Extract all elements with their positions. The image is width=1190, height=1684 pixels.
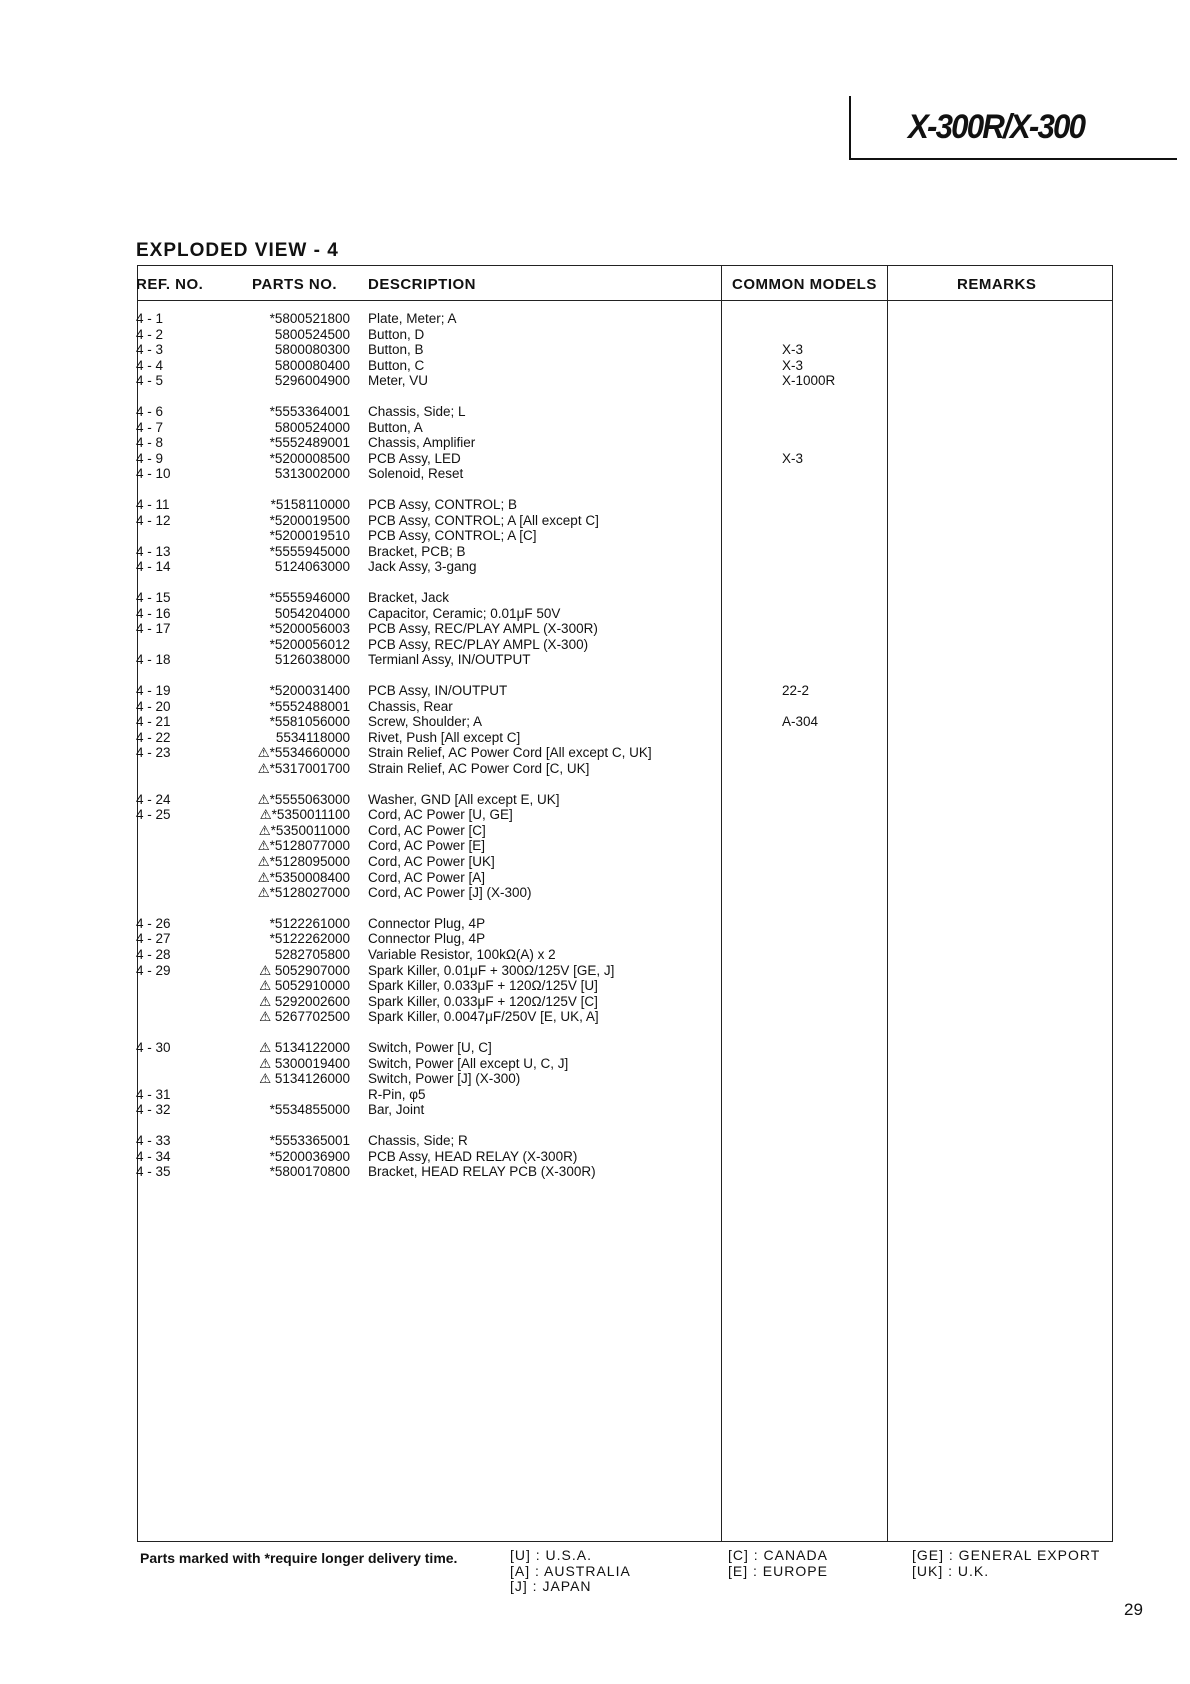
table-row <box>0 652 1190 668</box>
table-row <box>0 963 1190 979</box>
table-row <box>0 342 1190 358</box>
table-row <box>0 606 1190 622</box>
description-cell: Spark Killer, 0.01μF + 300Ω/125V [GE, J] <box>368 962 615 978</box>
table-row <box>0 513 1190 529</box>
parts-no-cell: ⚠ 5134122000 <box>259 1040 350 1055</box>
delivery-note: Parts marked with *require longer delivery time. <box>140 1550 458 1566</box>
description-cell: Spark Killer, 0.033μF + 120Ω/125V [U] <box>368 978 598 994</box>
description-cell: Bracket, HEAD RELAY PCB (X-300R) <box>368 1164 596 1180</box>
ref-no-cell: 4 - 11 <box>136 497 170 512</box>
description-cell: Chassis, Rear <box>368 698 453 714</box>
parts-no-cell: ⚠*5128027000 <box>257 885 350 901</box>
description-cell: Bracket, PCB; B <box>368 543 466 559</box>
parts-no-cell: 5800524500 <box>274 326 350 342</box>
description-cell: Button, D <box>368 326 425 342</box>
description-cell: Connector Plug, 4P <box>368 931 486 947</box>
ref-no-cell: 4 - 25 <box>136 807 171 823</box>
description-cell: Chassis, Amplifier <box>368 435 476 451</box>
table-row <box>0 1087 1190 1103</box>
parts-no-cell: ⚠*5350011100 <box>259 807 350 823</box>
legend-column-3 <box>912 1548 1100 1579</box>
table-row <box>0 404 1190 420</box>
description-cell: Termianl Assy, IN/OUTPUT <box>368 652 531 668</box>
ref-no-cell: 4 - 10 <box>136 466 171 482</box>
description-cell: Bracket, Jack <box>368 590 450 605</box>
description-cell: Cord, AC Power [A] <box>368 869 486 885</box>
ref-no-cell: 4 - 30 <box>136 1040 171 1055</box>
page-number: 29 <box>1124 1600 1143 1619</box>
description-cell: Cord, AC Power [E] <box>368 838 486 854</box>
table-row <box>0 637 1190 653</box>
parts-no-cell: *5581056000 <box>269 714 350 730</box>
table-row <box>0 792 1190 808</box>
description-cell: Switch, Power [J] (X-300) <box>368 1071 521 1087</box>
ref-no-cell: 4 - 24 <box>136 791 171 807</box>
table-row <box>0 311 1190 327</box>
table-row <box>0 1040 1190 1056</box>
header-parts-no: PARTS NO. <box>252 276 338 293</box>
legend-column-1 <box>510 1548 631 1595</box>
description-cell: PCB Assy, HEAD RELAY (X-300R) <box>368 1148 578 1164</box>
ref-no-cell: 4 - 19 <box>136 683 171 698</box>
table-row <box>0 870 1190 886</box>
header-remarks: REMARKS <box>957 276 1037 293</box>
parts-no-cell: 5282705800 <box>274 947 350 962</box>
ref-no-cell: 4 - 22 <box>136 729 171 745</box>
ref-no-cell: 4 - 27 <box>136 931 171 947</box>
parts-no-cell: ⚠ 5052910000 <box>259 978 350 994</box>
table-row <box>0 528 1190 544</box>
table-row <box>0 1056 1190 1072</box>
parts-no-cell: *5534855000 <box>269 1102 350 1118</box>
legend-item: [A] : AUSTRALIA <box>510 1562 631 1579</box>
table-row <box>0 621 1190 637</box>
ref-no-cell: 4 - 20 <box>136 698 171 714</box>
parts-no-cell: ⚠*5555063000 <box>257 791 350 807</box>
parts-no-cell: *5553364001 <box>269 404 350 419</box>
description-cell: Button, B <box>368 342 424 358</box>
ref-no-cell: 4 - 6 <box>136 404 164 419</box>
ref-no-cell: 4 - 7 <box>136 419 164 435</box>
parts-no-cell: *5200036900 <box>269 1148 350 1164</box>
parts-no-cell: 5124063000 <box>274 559 350 575</box>
description-cell: Button, A <box>368 419 423 435</box>
ref-no-cell: 4 - 15 <box>136 590 171 605</box>
legend-item: [J] : JAPAN <box>510 1578 592 1594</box>
ref-no-cell: 4 - 34 <box>136 1148 171 1164</box>
table-row <box>0 358 1190 374</box>
parts-no-cell: *5122261000 <box>269 915 350 931</box>
parts-no-cell: 5126038000 <box>274 652 350 668</box>
ref-no-cell: 4 - 1 <box>136 311 164 326</box>
table-row <box>0 854 1190 870</box>
table-row <box>0 435 1190 451</box>
parts-no-cell: *5200056012 <box>269 636 350 652</box>
ref-no-cell: 4 - 16 <box>136 605 171 621</box>
description-cell: Capacitor, Ceramic; 0.01μF 50V <box>368 605 561 621</box>
description-cell: Cord, AC Power [U, GE] <box>368 807 513 823</box>
parts-no-cell: *5200019500 <box>269 512 350 528</box>
table-row <box>0 885 1190 901</box>
common-models-cell: X-1000R <box>782 373 836 389</box>
parts-no-cell: 5800080300 <box>274 342 350 358</box>
table-row <box>0 699 1190 715</box>
table-row <box>0 1164 1190 1180</box>
ref-no-cell: 4 - 18 <box>136 652 171 668</box>
description-cell: Bar, Joint <box>368 1102 425 1118</box>
model-title: X-300R/X-300 <box>908 108 1085 146</box>
ref-no-cell: 4 - 21 <box>136 714 171 730</box>
header-description: DESCRIPTION <box>368 276 477 293</box>
parts-no-cell: *5200008500 <box>269 450 350 466</box>
table-row <box>0 823 1190 839</box>
description-cell: Cord, AC Power [J] (X-300) <box>368 885 532 901</box>
description-cell: Chassis, Side; L <box>368 404 466 419</box>
ref-no-cell: 4 - 26 <box>136 915 171 931</box>
parts-no-cell: ⚠ 5134126000 <box>259 1071 350 1087</box>
header-ref-no: REF. NO. <box>136 276 204 293</box>
parts-no-cell: 5800080400 <box>274 357 350 373</box>
description-cell: PCB Assy, CONTROL; B <box>368 497 518 512</box>
description-cell: Meter, VU <box>368 373 429 389</box>
legend-column-2 <box>728 1548 828 1579</box>
parts-no-cell: 5054204000 <box>274 605 350 621</box>
description-cell: Screw, Shoulder; A <box>368 714 483 730</box>
ref-no-cell: 4 - 32 <box>136 1102 171 1118</box>
table-row <box>0 730 1190 746</box>
parts-no-cell: 5534118000 <box>275 729 350 745</box>
header-rule <box>137 300 1113 301</box>
parts-no-cell: *5553365001 <box>269 1133 350 1148</box>
table-row <box>0 745 1190 761</box>
table-row <box>0 1149 1190 1165</box>
table-row <box>0 916 1190 932</box>
legend-item: [U] : U.S.A. <box>510 1547 593 1563</box>
common-models-cell: X-3 <box>782 342 804 358</box>
section-title: EXPLODED VIEW - 4 <box>136 240 339 261</box>
table-row <box>0 327 1190 343</box>
description-cell: Chassis, Side; R <box>368 1133 468 1148</box>
parts-no-cell: *5158110000 <box>270 497 350 512</box>
parts-no-cell: *5552488001 <box>269 698 350 714</box>
ref-no-cell: 4 - 2 <box>136 326 164 342</box>
parts-no-cell: *5200019510 <box>269 528 350 544</box>
description-cell: Spark Killer, 0.0047μF/250V [E, UK, A] <box>368 1009 599 1025</box>
table-row <box>0 559 1190 575</box>
description-cell: Cord, AC Power [C] <box>368 822 486 838</box>
table-row <box>0 978 1190 994</box>
table-row <box>0 544 1190 560</box>
ref-no-cell: 4 - 23 <box>136 745 171 761</box>
ref-no-cell: 4 - 29 <box>136 962 171 978</box>
parts-no-cell: *5200031400 <box>269 683 350 698</box>
table-row <box>0 1009 1190 1025</box>
ref-no-cell: 4 - 5 <box>136 373 164 389</box>
ref-no-cell: 4 - 28 <box>136 947 171 962</box>
parts-no-cell: *5122262000 <box>269 931 350 947</box>
description-cell: Switch, Power [All except U, C, J] <box>368 1055 569 1071</box>
common-models-cell: X-3 <box>782 357 804 373</box>
legend-item: [C] : CANADA <box>728 1547 828 1563</box>
table-row <box>0 590 1190 606</box>
table-row <box>0 931 1190 947</box>
table-row <box>0 1102 1190 1118</box>
description-cell: Variable Resistor, 100kΩ(A) x 2 <box>368 947 556 962</box>
parts-no-cell: *5800170800 <box>269 1164 350 1180</box>
parts-no-cell: ⚠*5317001700 <box>257 761 350 776</box>
parts-no-cell: ⚠*5350008400 <box>257 869 350 885</box>
ref-no-cell: 4 - 35 <box>136 1164 171 1180</box>
ref-no-cell: 4 - 8 <box>136 435 164 451</box>
parts-no-cell: 5800524000 <box>274 419 350 435</box>
description-cell: PCB Assy, CONTROL; A [C] <box>368 528 537 544</box>
legend-item: [E] : EUROPE <box>728 1562 828 1579</box>
description-cell: R-Pin, φ5 <box>368 1086 426 1102</box>
parts-no-cell: ⚠ 5267702500 <box>259 1009 350 1025</box>
description-cell: Button, C <box>368 357 425 373</box>
table-row <box>0 807 1190 823</box>
description-cell: Switch, Power [U, C] <box>368 1040 492 1055</box>
table-row <box>0 373 1190 389</box>
description-cell: Strain Relief, AC Power Cord [C, UK] <box>368 761 590 776</box>
parts-no-cell: 5313002000 <box>274 466 350 482</box>
parts-no-cell: ⚠*5128077000 <box>257 838 350 854</box>
ref-no-cell: 4 - 13 <box>136 543 171 559</box>
common-models-cell: 22-2 <box>782 683 810 698</box>
description-cell: Solenoid, Reset <box>368 466 464 482</box>
parts-no-cell: ⚠*5128095000 <box>257 854 350 869</box>
parts-no-cell: *5555945000 <box>269 543 350 559</box>
description-cell: PCB Assy, IN/OUTPUT <box>368 683 508 698</box>
common-models-cell: X-3 <box>782 450 804 466</box>
parts-no-cell: ⚠*5534660000 <box>257 745 350 761</box>
table-row <box>0 947 1190 963</box>
parts-no-cell: *5800521800 <box>269 311 350 326</box>
parts-no-cell: *5552489001 <box>269 435 350 451</box>
description-cell: PCB Assy, CONTROL; A [All except C] <box>368 512 599 528</box>
table-row <box>0 761 1190 777</box>
table-row <box>0 466 1190 482</box>
ref-no-cell: 4 - 3 <box>136 342 164 358</box>
ref-no-cell: 4 - 9 <box>136 450 164 466</box>
common-models-cell: A-304 <box>782 714 819 730</box>
description-cell: PCB Assy, REC/PLAY AMPL (X-300R) <box>368 621 598 637</box>
parts-no-cell: ⚠ 5052907000 <box>259 962 350 978</box>
parts-no-cell: *5555946000 <box>269 590 350 605</box>
legend-item: [UK] : U.K. <box>912 1562 990 1579</box>
description-cell: Strain Relief, AC Power Cord [All except C, UK] <box>368 745 652 761</box>
ref-no-cell: 4 - 4 <box>136 357 164 373</box>
parts-no-cell: ⚠*5350011000 <box>258 822 350 838</box>
description-cell: Plate, Meter; A <box>368 311 457 326</box>
description-cell: Connector Plug, 4P <box>368 915 486 931</box>
ref-no-cell: 4 - 14 <box>136 559 171 575</box>
table-row <box>0 1133 1190 1149</box>
table-row <box>0 994 1190 1010</box>
table-row <box>0 838 1190 854</box>
parts-no-cell: ⚠ 5292002600 <box>259 993 350 1009</box>
parts-no-cell: 5296004900 <box>274 373 350 389</box>
legend-item: [GE] : GENERAL EXPORT <box>912 1547 1101 1563</box>
table-row <box>0 451 1190 467</box>
description-cell: PCB Assy, LED <box>368 450 461 466</box>
parts-no-cell: ⚠ 5300019400 <box>259 1055 350 1071</box>
description-cell: Jack Assy, 3-gang <box>368 559 477 575</box>
description-cell: Cord, AC Power [UK] <box>368 854 495 869</box>
parts-no-cell: *5200056003 <box>269 621 350 637</box>
ref-no-cell: 4 - 33 <box>136 1133 171 1148</box>
description-cell: Spark Killer, 0.033μF + 120Ω/125V [C] <box>368 993 598 1009</box>
table-row <box>0 497 1190 513</box>
description-cell: PCB Assy, REC/PLAY AMPL (X-300) <box>368 636 589 652</box>
description-cell: Rivet, Push [All except C] <box>368 729 521 745</box>
description-cell: Washer, GND [All except E, UK] <box>368 791 560 807</box>
table-row <box>0 420 1190 436</box>
ref-no-cell: 4 - 12 <box>136 512 171 528</box>
ref-no-cell: 4 - 17 <box>136 621 171 637</box>
ref-no-cell: 4 - 31 <box>136 1086 171 1102</box>
header-common-models: COMMON MODELS <box>732 276 877 293</box>
table-row <box>0 714 1190 730</box>
table-row <box>0 1071 1190 1087</box>
table-row <box>0 683 1190 699</box>
